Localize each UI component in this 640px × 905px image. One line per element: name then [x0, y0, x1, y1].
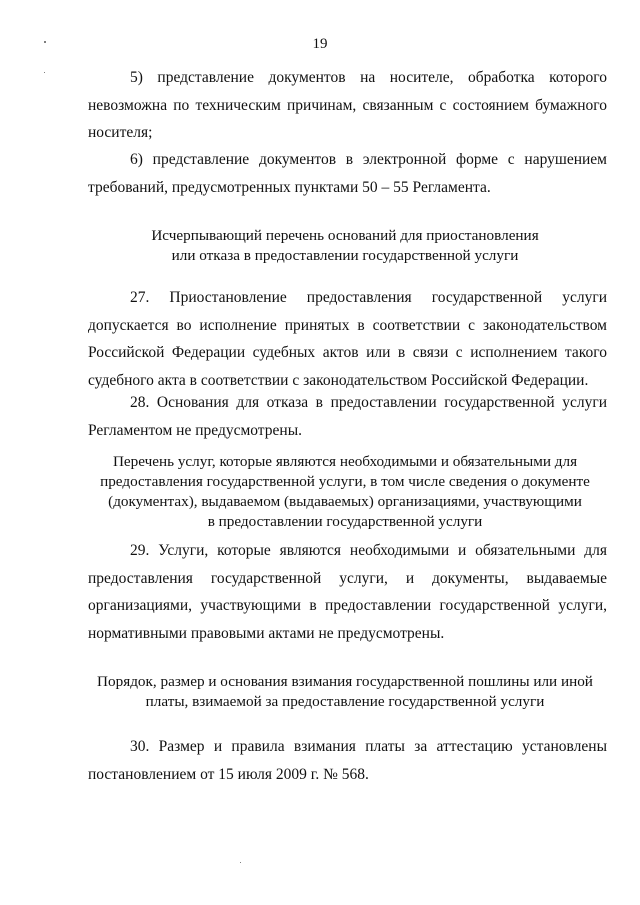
- paragraph-item-5: 5) представление документов на носителе, обработка которого невозможна по техническим причинам, связанным с состоянием бумажного носителя;: [88, 69, 607, 141]
- scan-speck: [44, 72, 45, 73]
- paragraph-29: 29. Услуги, которые являются необходимыми и обязательными для предоставления государственной услуги, и документы, выдаваемые организациями, участвующими в предоставлении государственной услуги, нормативными правовыми актами не предусмотрены.: [88, 542, 607, 642]
- heading-line: Порядок, размер и основания взимания государственной пошлины или иной: [97, 673, 593, 690]
- scan-speck: [240, 862, 241, 863]
- heading-line: Перечень услуг, которые являются необходимыми и обязательными для: [112, 453, 578, 470]
- heading-line: платы, взимаемой за предоставление государственной услуги: [145, 693, 545, 710]
- paragraph-27: 27. Приостановление предоставления государственной услуги допускается во исполнение принятых в соответствии с законодательством Российской Федерации судебных актов или в связи с исполнением такого судебного акта в соответствии с законодательством Российской Федерации.: [88, 289, 607, 389]
- paragraph-item-6: 6) представление документов в электронной форме с нарушением требований, предусмотренных пунктами 50 – 55 Регламента.: [88, 151, 607, 196]
- page-number: 19: [312, 36, 328, 52]
- heading-line: в предоставлении государственной услуги: [207, 513, 483, 530]
- heading-line: Исчерпывающий перечень оснований для приостановления: [151, 227, 539, 244]
- heading-line: или отказа в предоставлении государственной услуги: [171, 247, 519, 264]
- paragraph-30: 30. Размер и правила взимания платы за аттестацию установлены постановлением от 15 июля 2009 г. № 568.: [88, 738, 607, 783]
- paragraph-28: 28. Основания для отказа в предоставлении государственной услуги Регламентом не предусмотрены.: [88, 394, 607, 439]
- section-heading-grounds: [60, 226, 630, 266]
- heading-line: (документах), выдаваемом (выдаваемых) организациями, участвующими: [108, 493, 582, 510]
- section-heading-fees: [60, 672, 630, 712]
- heading-line: предоставления государственной услуги, в том числе сведения о документе: [100, 473, 590, 490]
- section-heading-required-services: [60, 452, 630, 532]
